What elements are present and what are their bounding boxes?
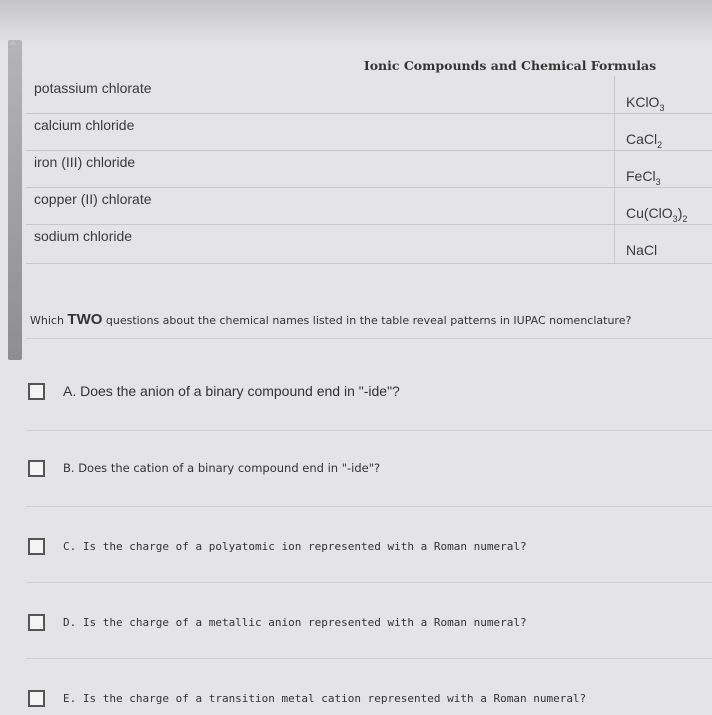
divider <box>26 582 712 583</box>
divider <box>26 658 712 659</box>
top-shadow <box>0 0 712 48</box>
scroll-up-arrow-icon[interactable] <box>9 40 17 45</box>
option-a-label: A. Does the anion of a binary compound end in "-ide"? <box>63 383 400 399</box>
option-e[interactable] <box>28 687 586 709</box>
option-d-label: D. Is the charge of a metallic anion represented with a Roman numeral? <box>63 615 527 629</box>
option-b[interactable] <box>28 457 380 479</box>
divider <box>26 506 712 507</box>
question-emphasis: TWO <box>67 311 103 328</box>
table-row <box>26 76 712 114</box>
compound-name: iron (III) chloride <box>34 154 136 170</box>
option-d[interactable] <box>28 611 527 633</box>
compound-name: calcium chloride <box>34 117 135 133</box>
chemical-formula: CaCl$_2$ <box>626 131 663 150</box>
table-row <box>26 224 712 264</box>
chemical-formula: $Cu(ClO_3)_2$ <box>626 205 688 224</box>
checkbox-c[interactable] <box>28 538 45 555</box>
divider <box>26 338 712 339</box>
divider <box>26 430 712 431</box>
chemical-formula: FeCl$_3$ <box>626 168 661 187</box>
compounds-table <box>26 76 712 264</box>
checkbox-b[interactable] <box>28 460 45 477</box>
chemical-formula: KClO$_3$ <box>626 94 665 113</box>
compound-name: potassium chlorate <box>34 80 152 96</box>
table-row <box>26 150 712 188</box>
compound-name: sodium chloride <box>34 228 133 244</box>
option-e-label: E. Is the charge of a transition metal cation represented with a Roman numeral? <box>63 691 587 705</box>
option-b-label: B. Does the cation of a binary compound end in "-ide"? <box>63 461 381 475</box>
column-divider <box>614 76 615 264</box>
checkbox-e[interactable] <box>28 690 45 707</box>
table-title: Ionic Compounds and Chemical Formulas <box>363 58 657 73</box>
checkbox-d[interactable] <box>28 614 45 631</box>
option-a[interactable] <box>28 380 400 402</box>
chemical-formula: NaCl <box>626 242 658 258</box>
scrollbar[interactable] <box>8 40 22 360</box>
compound-name: copper (II) chlorate <box>34 191 152 207</box>
table-row <box>26 113 712 151</box>
option-c-label: C. Is the charge of a polyatomic ion represented with a Roman numeral? <box>63 539 527 553</box>
table-row <box>26 187 712 225</box>
checkbox-a[interactable] <box>28 383 45 400</box>
option-c[interactable] <box>28 535 527 557</box>
question-text: Which TWO questions about the chemical names listed in the table reveal patterns in IUPAC nomenclature? <box>30 311 632 328</box>
